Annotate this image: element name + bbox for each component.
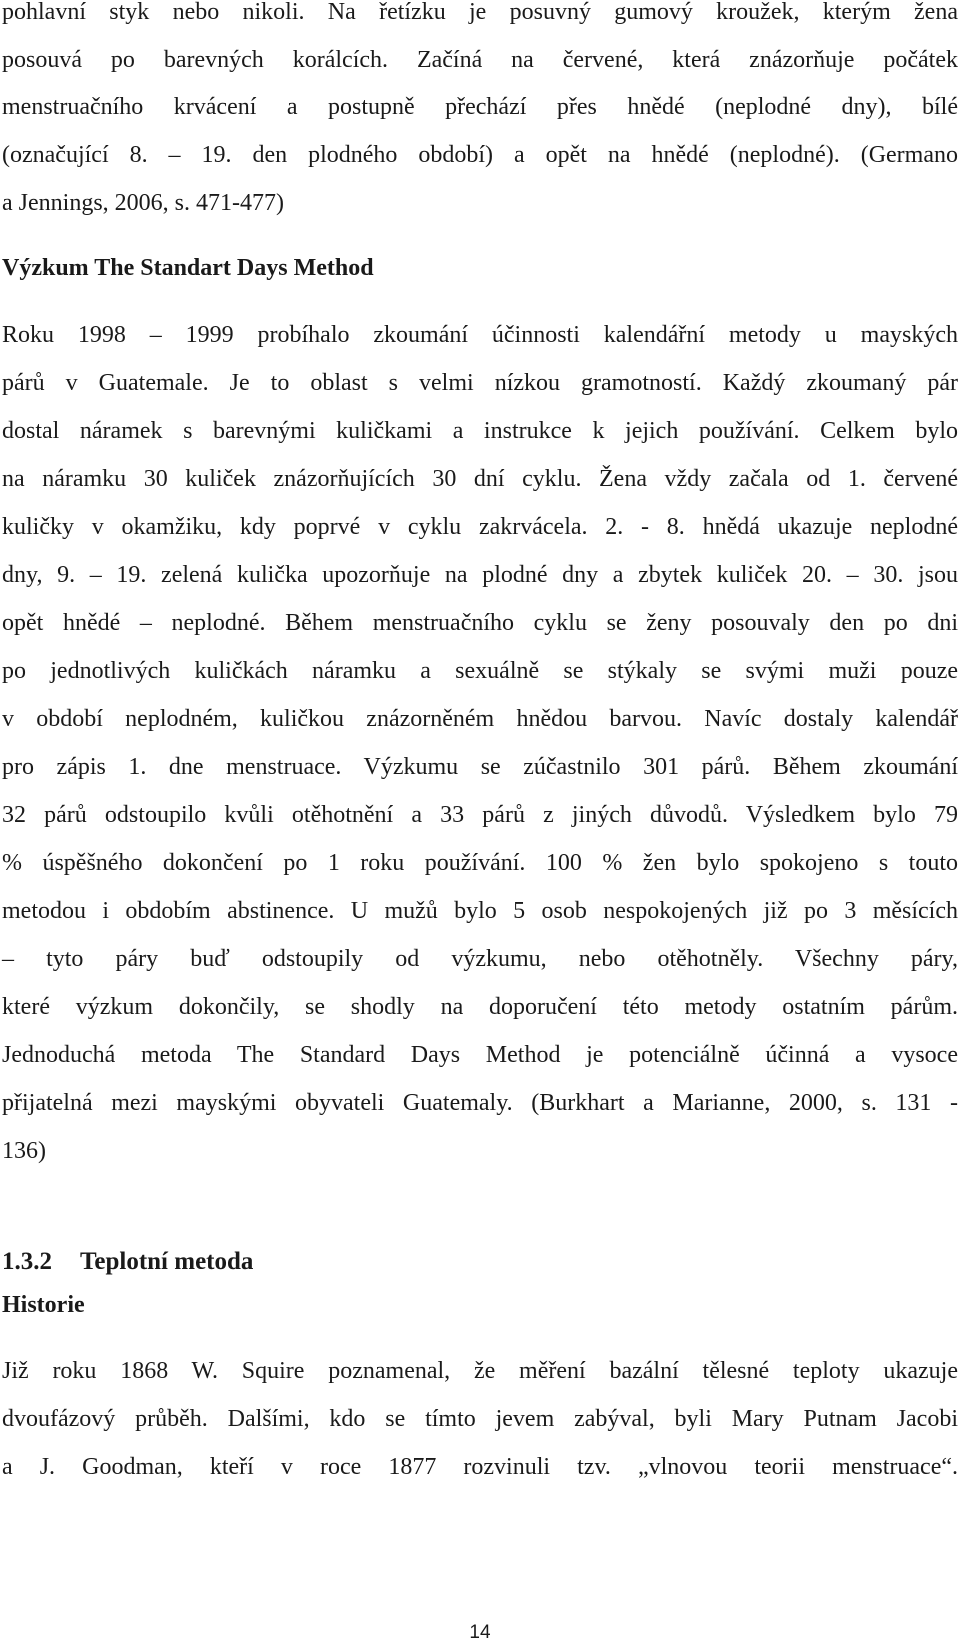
text-line: 136) [2, 1138, 46, 1164]
text-line: v období neplodném, kuličkou znázorněném hnědou barvou. Navíc dostaly kalendář [2, 706, 958, 732]
text-line: menstruačního krvácení a postupně přechází přes hnědé (neplodné dny), bílé [2, 94, 958, 120]
text-line: a J. Goodman, kteří v roce 1877 rozvinuli tzv. „vlnovou teorii menstruace“. [2, 1454, 958, 1480]
text-line: (označující 8. – 19. den plodného období) a opět na hnědé (neplodné). (Germano [2, 142, 958, 168]
text-line: kuličky v okamžiku, kdy poprvé v cyklu zakrvácela. 2. - 8. hnědá ukazuje neplodné [2, 514, 958, 540]
text-line: které výzkum dokončily, se shodly na doporučení této metody ostatním párům. [2, 994, 958, 1020]
text-line: – tyto páry buď odstoupily od výzkumu, nebo otěhotněly. Všechny páry, [2, 946, 958, 972]
subheading: Historie [2, 1292, 85, 1318]
text-line: pohlavní styk nebo nikoli. Na řetízku je posuvný gumový kroužek, kterým žena [2, 0, 958, 25]
text-line: dostal náramek s barevnými kuličkami a instrukce k jejich používání. Celkem bylo [2, 418, 958, 444]
page-number: 14 [469, 1622, 491, 1643]
text-line: na náramku 30 kuliček znázorňujících 30 dní cyklu. Žena vždy začala od 1. červené [2, 466, 958, 492]
text-line: 32 párů odstoupilo kvůli otěhotnění a 33 párů z jiných důvodů. Výsledkem bylo 79 [2, 802, 958, 828]
text-line: dvoufázový průběh. Dalšími, kdo se tímto jevem zabýval, byli Mary Putnam Jacobi [2, 1406, 958, 1432]
text-line: dny, 9. – 19. zelená kulička upozorňuje na plodné dny a zbytek kuliček 20. – 30. jsou [2, 562, 958, 588]
section-title [2, 1248, 253, 1276]
text-line: párů v Guatemale. Je to oblast s velmi nízkou gramotností. Každý zkoumaný pár [2, 370, 958, 396]
section-heading: Výzkum The Standart Days Method [2, 255, 374, 281]
text-line: Již roku 1868 W. Squire poznamenal, že měření bazální tělesné teploty ukazuje [2, 1358, 958, 1384]
text-line: a Jennings, 2006, s. 471-477) [2, 190, 284, 216]
text-line: Roku 1998 – 1999 probíhalo zkoumání účinnosti kalendářní metody u mayských [2, 322, 958, 348]
text-line: % úspěšného dokončení po 1 roku používání. 100 % žen bylo spokojeno s touto [2, 850, 958, 876]
text-line: opět hnědé – neplodné. Během menstruačního cyklu se ženy posouvaly den po dni [2, 610, 958, 636]
text-line: po jednotlivých kuličkách náramku a sexuálně se stýkaly se svými muži pouze [2, 658, 958, 684]
section-title-text: Teplotní metoda [80, 1248, 254, 1275]
text-line: přijatelná mezi mayskými obyvateli Guatemaly. (Burkhart a Marianne, 2000, s. 131 - [2, 1090, 958, 1116]
text-line: pro zápis 1. dne menstruace. Výzkumu se zúčastnilo 301 párů. Během zkoumání [2, 754, 958, 780]
text-line: Jednoduchá metoda The Standard Days Method je potenciálně účinná a vysoce [2, 1042, 958, 1068]
section-number: 1.3.2 [2, 1248, 52, 1275]
text-line: metodou i obdobím abstinence. U mužů bylo 5 osob nespokojených již po 3 měsících [2, 898, 958, 924]
text-line: posouvá po barevných korálcích. Začíná na červené, která znázorňuje počátek [2, 47, 958, 73]
